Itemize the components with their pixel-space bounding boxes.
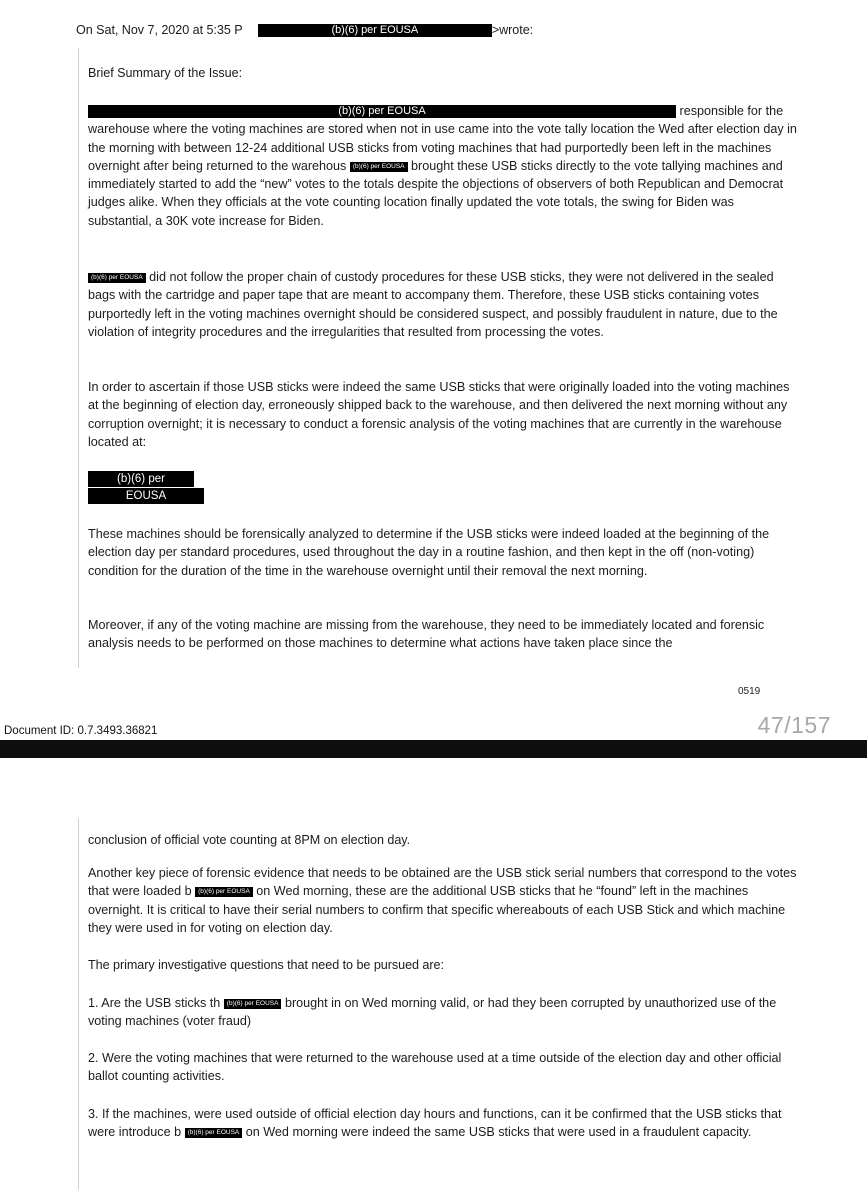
question-1 [88,994,800,1031]
redaction-box: (b)(6) per EOUSA [88,105,676,118]
paragraph-1 [88,102,800,230]
evidence-text-b: on Wed morning, these are the additional USB sticks that he “found” left in the machines overnight. It is critical to have their serial numbers to confirm that specific whereabouts of each USB Stick and which machine they were used in for voting on election day. [88,884,786,935]
redaction-box: (b)(6) per EOUSA [258,24,492,37]
bates-number: 0519 [738,686,761,697]
document-id: Document ID: 0.7.3493.36821 [4,725,158,737]
quote-margin-line [78,818,79,1190]
email-header-suffix: >wrote: [491,23,534,37]
quote-margin-line [78,48,79,668]
evidence-text-a: Another key piece of forensic evidence that needs to be obtained are the USB stick serial numbers that correspond to the votes that were loaded b [88,866,797,899]
document-page-2 [0,758,867,1200]
redaction-box: (b)(6) per EOUSA [350,162,408,172]
questions-intro: The primary investigative questions that need to be pursued are: [88,958,444,972]
summary-heading: Brief Summary of the Issue: [88,66,243,80]
paragraph-evidence [88,864,800,937]
redaction-box: (b)(6) per EOUSA [185,1128,243,1138]
paragraph-5: Moreover, if any of the voting machine are missing from the warehouse, they need to be immediately located and forensic analysis needs to be performed on those machines to determine what actions have taken place since the [88,618,765,651]
paragraph-3: In order to ascertain if those USB sticks were indeed the same USB sticks that were originally loaded into the voting machines at the beginning of election day, erroneously shipped back to the warehouse, and then delivered the next morning without any corruption overnight; it is necessary to conduct a forensic analysis of the voting machines that are currently in the warehouse located at: [88,380,790,449]
address-redaction-line-1: (b)(6) per [88,471,194,487]
address-redaction-line-2: EOUSA [88,488,204,504]
paragraph-2-text: did not follow the proper chain of custody procedures for these USB sticks, they were not delivered in the sealed bags with the cartridge and paper tape that are meant to accompany them. Therefore, these USB sticks containing votes purportedly left in the voting machines overnight should be considered suspect, and possibly fraudulent in nature, due to the violation of integrity procedures and the irregularities that resulted from processing the votes. [88,270,778,339]
paragraph-1-text-b: brought these USB sticks directly to the vote tallying machines and immediately started to add the “new” votes to the totals despite the objections of observers of both Republican and Democrat judges alike. When they officials at the vote counting location finally updated the vote totals, the swing for Biden was substantial, a 30K vote increase for Biden. [88,158,784,228]
question-3-text-a: 3. If the machines, were used outside of official election day hours and functions, can it be confirmed that the USB sticks that were introduce b [88,1107,782,1140]
page-divider [0,740,867,758]
page-counter: 47/157 [757,712,831,738]
redaction-box: (b)(6) per EOUSA [224,999,282,1009]
email-header [76,21,533,39]
question-1-text-a: 1. Are the USB sticks th [88,996,221,1010]
question-2: 2. Were the voting machines that were returned to the warehouse used at a time outside of the election day and other official ballot counting activities. [88,1051,782,1084]
paragraph-4: These machines should be forensically analyzed to determine if the USB sticks were indeed loaded at the beginning of the election day per standard procedures, used throughout the day in a routine fashion, and then kept in the off (non-voting) condition for the duration of the time in the warehouse overnight until their removal the next morning. [88,527,770,578]
question-1-text-b: brought in on Wed morning valid, or had they been corrupted by unauthorized use of the voting machines (voter fraud) [88,996,777,1029]
paragraph-2 [88,268,800,341]
redaction-box: (b)(6) per EOUSA [88,273,146,283]
question-3-text-b: on Wed morning were indeed the same USB sticks that were used in a fraudulent capacity. [245,1125,752,1140]
question-3 [88,1105,800,1142]
paragraph-1-text-a: responsible for the warehouse where the voting machines are stored when not in use came into the vote tally location the Wed after election day in the morning with between 12-24 additional USB sticks from voting machines that had purportedly been left in the machines overnight after being returned to the warehous [88,104,797,173]
email-header-prefix: On Sat, Nov 7, 2020 at 5:35 P [76,23,243,37]
redaction-box: (b)(6) per EOUSA [195,887,253,897]
page2-first-line: conclusion of official vote counting at 8PM on election day. [88,833,411,847]
